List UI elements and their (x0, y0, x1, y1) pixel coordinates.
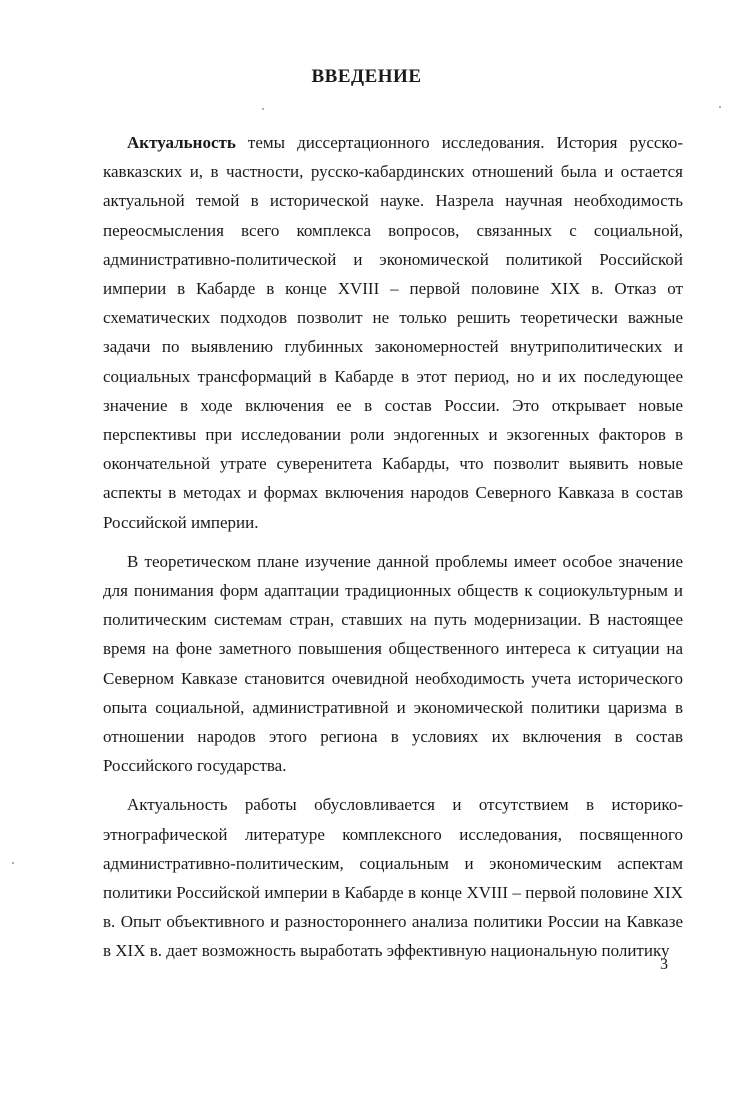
page-number: 3 (660, 956, 668, 973)
scan-speck (719, 106, 721, 108)
section-heading: ВВЕДЕНИЕ (311, 66, 422, 87)
scan-speck (262, 108, 264, 110)
scan-speck (12, 862, 14, 864)
paragraph-text: темы диссертационного исследования. История русско-кавказских и, в частности, русско-кабардинских отношений была и остается актуальной темой в исторической науке. Назрела научная необходимость переосмысления всего комплекса вопросов, связанных с социальной, административно-политической и экономической политикой Российской империи в Кабарде в конце XVIII – первой половине XIX в. Отказ от схематических подходов позволит не только решить теоретически важные задачи по выявлению глубинных закономерностей внутриполитических и социальных трансформаций в Кабарде в этот период, но и их последующее значение в ходе включения ее в состав России. Это открывает новые перспективы при исследовании роли эндогенных и экзогенных факторов в окончательной утрате суверенитета Кабарды, что позволит выявить новые аспекты в методах и формах включения народов Северного Кавказа в состав Российской империи. (103, 133, 683, 532)
paragraph-relevance (103, 128, 683, 537)
paragraph-literature: Актуальность работы обусловливается и отсутствием в историко-этнографической литературе комплексного исследования, посвященного административно-политическим, социальным и экономическим аспектам политики Российской империи в Кабарде в конце XVIII – первой половине XIX в. Опыт объективного и разностороннего анализа политики России на Кавказе в XIX в. дает возможность выработать эффективную национальную политику (103, 795, 683, 961)
body-text (103, 128, 683, 966)
paragraph-lead-word: Актуальность (127, 133, 236, 152)
paragraph-theory: В теоретическом плане изучение данной проблемы имеет особое значение для понимания форм адаптации традиционных обществ к социокультурным и политическим системам стран, ставших на путь модернизации. В настоящее время на фоне заметного повышения общественного интереса к ситуации на Северном Кавказе становится очевидной необходимость учета исторического опыта социальной, административной и экономической политики царизма в отношении народов этого региона в условиях их включения в состав Российского государства. (103, 551, 683, 776)
